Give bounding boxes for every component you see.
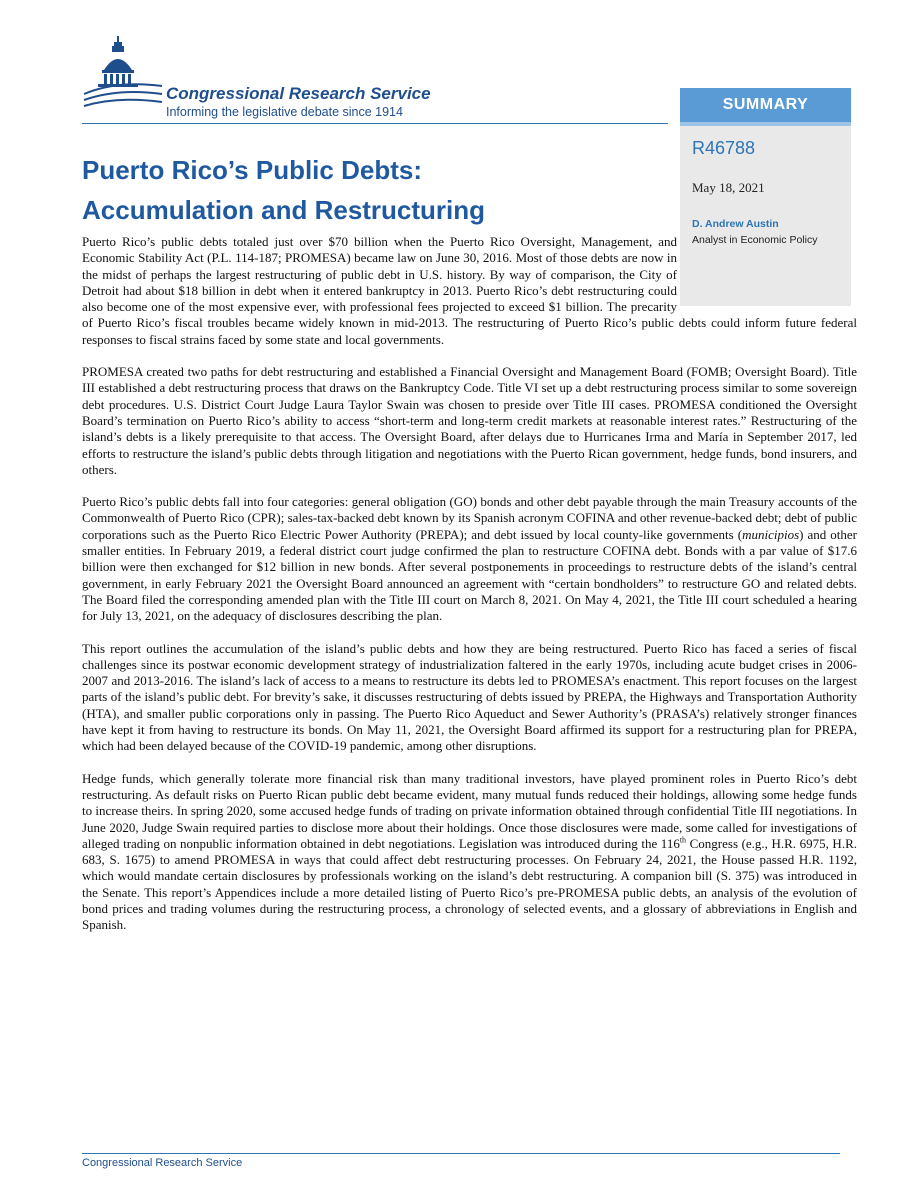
author-title: Analyst in Economic Policy bbox=[692, 234, 818, 246]
capitol-dome-icon bbox=[82, 36, 166, 120]
report-date: May 18, 2021 bbox=[692, 180, 765, 195]
crs-logo bbox=[82, 36, 482, 126]
page-footer: Congressional Research Service bbox=[82, 1157, 243, 1169]
ordinal-suffix: th bbox=[679, 835, 687, 845]
report-id: R46788 bbox=[692, 138, 756, 158]
paragraph-4: This report outlines the accumulation of the island’s public debts and how they are being restructured. Puerto Rico has faced a series of fiscal challenges since its postwar economic development strategy of industrialization faltered in the early 1970s, including acute budget crises in 2006-2007 and 2013-2016. The island’s lack of access to a means to restructure its debts led to PROMESA’s enactment. This report focuses on the largest parts of the island’s public debt. For brevity’s sake, it discusses restructuring of debts issued by PREPA, the Highways and Transportation Authority (HTA), and smaller public corporations only in passing. The Puerto Rico Aqueduct and Sewer Authority’s (PRASA’s) relatively stronger finances have kept it from having to restructure its bonds. On May 11, 2021, the Oversight Board affirmed its support for a restructuring plan for PREPA, which had been delayed because of the COVID-19 pandemic, among other disruptions. bbox=[82, 640, 857, 754]
paragraph-3: Puerto Rico’s public debts fall into four categories: general obligation (GO) bonds and other debt payable through the main Treasury accounts of the Commonwealth of Puerto Rico (CPR); sales-tax-backed debt known by its Spanish acronym COFINA and other revenue-backed debt; debt of public corporations such as the Puerto Rico Electric Power Authority (PREPA); and debt issued by local county-like governments (municipios) and other smaller entities. In February 2019, a federal district court judge confirmed the plan to restructure COFINA debt. Bonds with a par value of $17.6 billion were then exchanged for $12 billion in new bonds. After several postponements in proceedings to restructure debts of the island’s central government, in early February 2021 the Oversight Board announced an agreement with “certain bondholders” to restructure GO and related debts. The Board filed the corresponding amended plan with the Title III court on March 8, 2021. On May 4, 2021, the Title III court scheduled a hearing for July 13, 2021, on the adequacy of disclosures describing the plan. bbox=[82, 494, 858, 624]
page-title bbox=[82, 150, 642, 230]
header-divider bbox=[82, 123, 668, 124]
author-name: D. Andrew Austin bbox=[692, 218, 779, 230]
footer-divider bbox=[82, 1153, 840, 1154]
summary-label: SUMMARY bbox=[680, 88, 851, 122]
summary-accent-bar bbox=[680, 122, 851, 126]
title-line-2: Accumulation and Restructuring bbox=[82, 195, 486, 225]
summary-body bbox=[82, 234, 857, 950]
org-tagline: Informing the legislative debate since 1914 bbox=[166, 105, 403, 119]
title-line-1: Puerto Rico’s Public Debts: bbox=[82, 155, 422, 185]
municipios-term: municipios bbox=[742, 526, 800, 542]
paragraph-5: Hedge funds, which generally tolerate more financial risk than many traditional investors, have played prominent roles in Puerto Rico’s debt restructuring. As default risks on Puerto Rican public debt became evident, many mutual funds reduced their holdings, allowing some hedge funds to increase theirs. In spring 2020, some accused hedge funds of trading on private information obtained through confidential Title III negotiations. In June 2020, Judge Swain required parties to disclose more about their holdings. Once those disclosures were made, some called for investigations of alleged trading on nonpublic information obtained in debt negotiations. Legislation was introduced during the 116th Congress (e.g., H.R. 6975, H.R. 683, S. 1675) to amend PROMESA in ways that could affect debt restructuring processes. On February 24, 2021, the House passed H.R. 1192, which would mandate certain disclosures by professionals working on the island’s debt restructuring. A companion bill (S. 375) was introduced in the Senate. This report’s Appendices include a more detailed listing of Puerto Rico’s pre-PROMESA public debts, an analysis of the evolution of bond prices and trading volumes during the restructuring process, a chronology of selected events, and a glossary of abbreviations in English and Spanish. bbox=[82, 770, 857, 933]
paragraph-1: Puerto Rico’s public debts totaled just over $70 billion when the Puerto Rico Oversight, Management, and Economic Stability Act (P.L. 114-187; PROMESA) became law on June 30, 2016. Most of those debts are now in the midst of perhaps the largest restructuring of public debt in U.S. history. By way of comparison, the City of Detroit had about $18 billion in debt when it entered bankruptcy in 2013. Puerto Rico’s debt restructuring could also become one of the most expensive ever, with professional fees projected to exceed $1 billion. The precarity of Puerto Rico’s fiscal troubles became widely known in mid-2013. The restructuring of Puerto Rico’s public debts could inform future federal responses to fiscal strains faced by some state and local governments. bbox=[82, 234, 857, 347]
org-name: Congressional Research Service bbox=[166, 84, 431, 103]
paragraph-2: PROMESA created two paths for debt restructuring and established a Financial Oversight and Management Board (FOMB; Oversight Board). Title III established a debt restructuring process that draws on the Bankruptcy Code. Title VI set up a debt restructuring process similar to some sovereign debt procedures. U.S. District Court Judge Laura Taylor Swain was chosen to preside over Title III cases. PROMESA conditioned the Oversight Board’s termination on Puerto Rico’s ability to access “short-term and long-term credit markets at reasonable interest rates.” Restructuring of the island’s debts is a likely prerequisite to that access. The Oversight Board, after delays due to Hurricanes Irma and María in September 2017, led efforts to restructure the island’s public debts through litigation and negotiations with the Puerto Rican government, hedge funds, bond insurers, and others. bbox=[82, 364, 857, 477]
